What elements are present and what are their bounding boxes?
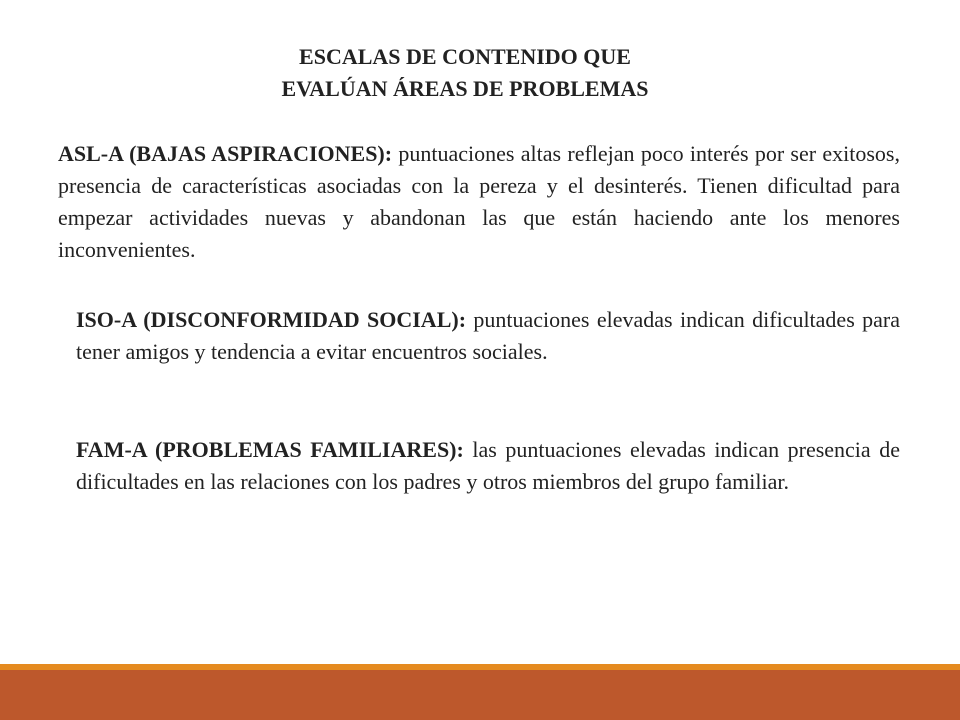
scale-text: puntuaciones elevadas indican dificultades para tener amigos y tendencia a evitar encuentros sociales.: [76, 307, 900, 364]
scale-description-iso-a: [76, 304, 900, 368]
slide-title-line-1: ESCALAS DE CONTENIDO QUE: [299, 44, 631, 69]
scale-term: FAM-A (PROBLEMAS FAMILIARES):: [76, 437, 464, 462]
scale-term: ASL-A (BAJAS ASPIRACIONES):: [58, 141, 393, 166]
scale-description-asl-a: [58, 138, 900, 266]
slide-title-line-2: EVALÚAN ÁREAS DE PROBLEMAS: [281, 76, 649, 101]
scale-text: puntuaciones altas reflejan poco interés por ser exitosos, presencia de características asociadas con la pereza y el desinterés. Tienen dificultad para empezar actividades nuevas y abandonan las que están haciendo ante los menores inconvenientes.: [58, 141, 900, 262]
scale-text: las puntuaciones elevadas indican presencia de dificultades en las relaciones con los padres y otros miembros del grupo familiar.: [76, 437, 901, 494]
scale-term: ISO-A (DISCONFORMIDAD SOCIAL):: [76, 307, 467, 332]
footer-bar: [0, 670, 960, 720]
slide-title: [0, 41, 930, 105]
scale-description-fam-a: [76, 434, 900, 498]
